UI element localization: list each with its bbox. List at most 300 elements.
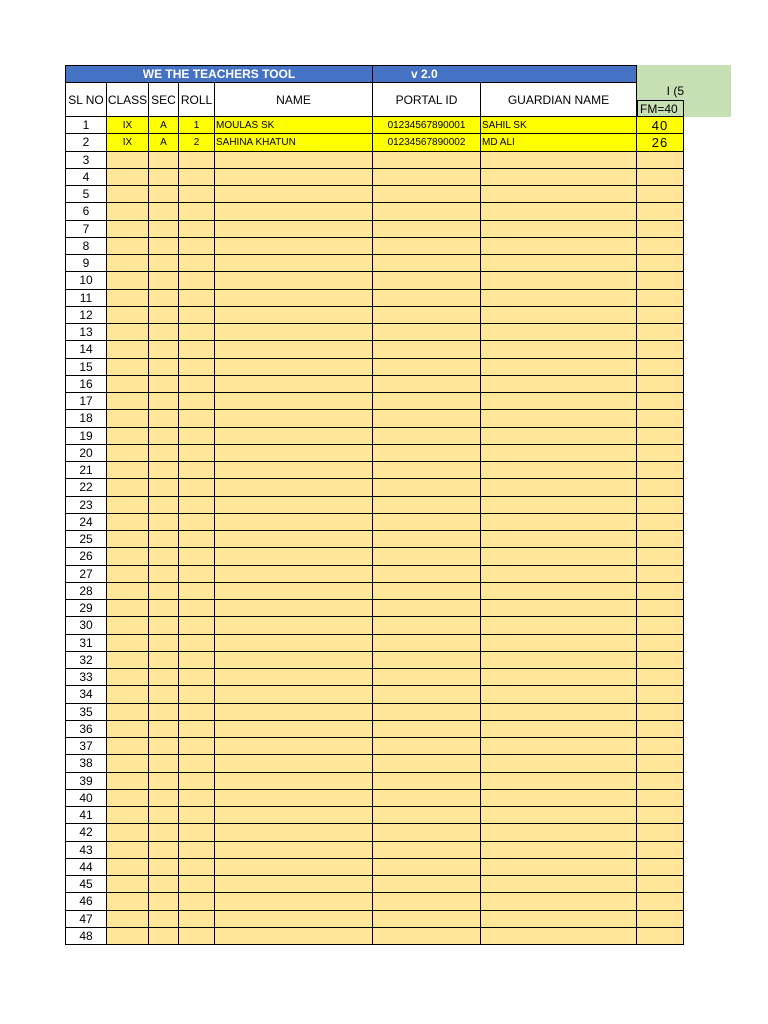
empty-class-cell[interactable]	[107, 203, 149, 220]
empty-roll-cell[interactable]	[179, 635, 215, 652]
empty-sl-no-cell[interactable]: 4	[65, 169, 107, 186]
empty-guardian-name-cell[interactable]	[481, 203, 637, 220]
empty-sl-no-cell[interactable]: 27	[65, 566, 107, 583]
empty-name-cell[interactable]	[215, 600, 373, 617]
empty-class-cell[interactable]	[107, 842, 149, 859]
empty-name-cell[interactable]	[215, 462, 373, 479]
empty-roll-cell[interactable]	[179, 152, 215, 169]
empty-sec-cell[interactable]	[149, 911, 179, 928]
empty-guardian-name-cell[interactable]	[481, 238, 637, 255]
empty-roll-cell[interactable]	[179, 428, 215, 445]
empty-class-cell[interactable]	[107, 807, 149, 824]
empty-portal-id-cell[interactable]	[373, 600, 481, 617]
empty-sl-no-cell[interactable]: 25	[65, 531, 107, 548]
empty-portal-id-cell[interactable]	[373, 203, 481, 220]
empty-portal-id-cell[interactable]	[373, 548, 481, 565]
empty-sec-cell[interactable]	[149, 238, 179, 255]
empty-portal-id-cell[interactable]	[373, 704, 481, 721]
empty-portal-id-cell[interactable]	[373, 790, 481, 807]
empty-sec-cell[interactable]	[149, 428, 179, 445]
empty-roll-cell[interactable]	[179, 341, 215, 358]
empty-guardian-name-cell[interactable]	[481, 255, 637, 272]
empty-sl-no-cell[interactable]: 28	[65, 583, 107, 600]
empty-sl-no-cell[interactable]: 45	[65, 876, 107, 893]
empty-sl-no-cell[interactable]: 44	[65, 859, 107, 876]
empty-portal-id-cell[interactable]	[373, 221, 481, 238]
empty-class-cell[interactable]	[107, 290, 149, 307]
student-sl-no-cell[interactable]: 1	[65, 117, 107, 134]
empty-class-cell[interactable]	[107, 790, 149, 807]
empty-guardian-name-cell[interactable]	[481, 686, 637, 703]
empty-marks-cell[interactable]	[637, 324, 684, 341]
empty-guardian-name-cell[interactable]	[481, 893, 637, 910]
empty-portal-id-cell[interactable]	[373, 755, 481, 772]
empty-sl-no-cell[interactable]: 19	[65, 428, 107, 445]
header-class[interactable]: CLASS	[107, 83, 149, 117]
empty-guardian-name-cell[interactable]	[481, 773, 637, 790]
student-portal-id-cell[interactable]: 01234567890002	[373, 134, 481, 151]
empty-portal-id-cell[interactable]	[373, 566, 481, 583]
empty-sec-cell[interactable]	[149, 635, 179, 652]
empty-marks-cell[interactable]	[637, 203, 684, 220]
empty-class-cell[interactable]	[107, 721, 149, 738]
empty-marks-cell[interactable]	[637, 755, 684, 772]
empty-guardian-name-cell[interactable]	[481, 307, 637, 324]
empty-sl-no-cell[interactable]: 5	[65, 186, 107, 203]
empty-guardian-name-cell[interactable]	[481, 617, 637, 634]
empty-sl-no-cell[interactable]: 7	[65, 221, 107, 238]
empty-marks-cell[interactable]	[637, 669, 684, 686]
empty-guardian-name-cell[interactable]	[481, 324, 637, 341]
empty-roll-cell[interactable]	[179, 479, 215, 496]
empty-sec-cell[interactable]	[149, 824, 179, 841]
header-roll[interactable]: ROLL	[179, 83, 215, 117]
empty-roll-cell[interactable]	[179, 410, 215, 427]
empty-guardian-name-cell[interactable]	[481, 445, 637, 462]
empty-class-cell[interactable]	[107, 583, 149, 600]
empty-class-cell[interactable]	[107, 566, 149, 583]
empty-portal-id-cell[interactable]	[373, 824, 481, 841]
empty-roll-cell[interactable]	[179, 600, 215, 617]
empty-marks-cell[interactable]	[637, 410, 684, 427]
empty-class-cell[interactable]	[107, 755, 149, 772]
empty-sl-no-cell[interactable]: 38	[65, 755, 107, 772]
empty-sl-no-cell[interactable]: 33	[65, 669, 107, 686]
empty-guardian-name-cell[interactable]	[481, 462, 637, 479]
student-class-cell[interactable]: IX	[107, 117, 149, 134]
empty-portal-id-cell[interactable]	[373, 876, 481, 893]
version-label[interactable]: v 2.0	[373, 65, 637, 83]
empty-sl-no-cell[interactable]: 36	[65, 721, 107, 738]
empty-roll-cell[interactable]	[179, 290, 215, 307]
empty-marks-cell[interactable]	[637, 531, 684, 548]
empty-class-cell[interactable]	[107, 669, 149, 686]
empty-marks-cell[interactable]	[637, 807, 684, 824]
empty-roll-cell[interactable]	[179, 738, 215, 755]
empty-sec-cell[interactable]	[149, 169, 179, 186]
empty-sl-no-cell[interactable]: 21	[65, 462, 107, 479]
empty-marks-cell[interactable]	[637, 583, 684, 600]
full-marks-cell[interactable]	[637, 100, 684, 117]
empty-portal-id-cell[interactable]	[373, 928, 481, 945]
empty-portal-id-cell[interactable]	[373, 635, 481, 652]
empty-class-cell[interactable]	[107, 307, 149, 324]
empty-roll-cell[interactable]	[179, 272, 215, 289]
empty-portal-id-cell[interactable]	[373, 669, 481, 686]
empty-class-cell[interactable]	[107, 911, 149, 928]
empty-class-cell[interactable]	[107, 738, 149, 755]
empty-name-cell[interactable]	[215, 359, 373, 376]
empty-sec-cell[interactable]	[149, 221, 179, 238]
empty-name-cell[interactable]	[215, 807, 373, 824]
empty-roll-cell[interactable]	[179, 462, 215, 479]
empty-portal-id-cell[interactable]	[373, 393, 481, 410]
exam-header[interactable]: I (5	[666, 84, 684, 98]
empty-guardian-name-cell[interactable]	[481, 669, 637, 686]
empty-roll-cell[interactable]	[179, 376, 215, 393]
empty-sec-cell[interactable]	[149, 186, 179, 203]
empty-marks-cell[interactable]	[637, 462, 684, 479]
empty-class-cell[interactable]	[107, 393, 149, 410]
empty-roll-cell[interactable]	[179, 255, 215, 272]
empty-sec-cell[interactable]	[149, 359, 179, 376]
empty-roll-cell[interactable]	[179, 859, 215, 876]
empty-class-cell[interactable]	[107, 514, 149, 531]
empty-name-cell[interactable]	[215, 755, 373, 772]
empty-sec-cell[interactable]	[149, 272, 179, 289]
empty-marks-cell[interactable]	[637, 445, 684, 462]
student-guardian-name-cell[interactable]: SAHIL SK	[481, 117, 637, 134]
empty-portal-id-cell[interactable]	[373, 341, 481, 358]
empty-name-cell[interactable]	[215, 186, 373, 203]
empty-sl-no-cell[interactable]: 23	[65, 497, 107, 514]
empty-name-cell[interactable]	[215, 928, 373, 945]
empty-roll-cell[interactable]	[179, 531, 215, 548]
empty-name-cell[interactable]	[215, 531, 373, 548]
header-name[interactable]: NAME	[215, 83, 373, 117]
empty-name-cell[interactable]	[215, 152, 373, 169]
empty-portal-id-cell[interactable]	[373, 324, 481, 341]
empty-sec-cell[interactable]	[149, 497, 179, 514]
empty-portal-id-cell[interactable]	[373, 721, 481, 738]
empty-sl-no-cell[interactable]: 30	[65, 617, 107, 634]
sheet-title[interactable]: WE THE TEACHERS TOOL	[65, 65, 373, 83]
empty-name-cell[interactable]	[215, 773, 373, 790]
empty-roll-cell[interactable]	[179, 583, 215, 600]
empty-class-cell[interactable]	[107, 221, 149, 238]
empty-sl-no-cell[interactable]: 9	[65, 255, 107, 272]
empty-guardian-name-cell[interactable]	[481, 859, 637, 876]
empty-marks-cell[interactable]	[637, 497, 684, 514]
empty-guardian-name-cell[interactable]	[481, 186, 637, 203]
empty-marks-cell[interactable]	[637, 600, 684, 617]
empty-sec-cell[interactable]	[149, 583, 179, 600]
student-name-cell[interactable]: MOULAS SK	[215, 117, 373, 134]
empty-marks-cell[interactable]	[637, 893, 684, 910]
empty-marks-cell[interactable]	[637, 566, 684, 583]
empty-sl-no-cell[interactable]: 13	[65, 324, 107, 341]
empty-marks-cell[interactable]	[637, 911, 684, 928]
empty-portal-id-cell[interactable]	[373, 376, 481, 393]
empty-guardian-name-cell[interactable]	[481, 272, 637, 289]
empty-sec-cell[interactable]	[149, 255, 179, 272]
empty-sl-no-cell[interactable]: 34	[65, 686, 107, 703]
empty-marks-cell[interactable]	[637, 341, 684, 358]
header-portal-id[interactable]: PORTAL ID	[373, 83, 481, 117]
empty-roll-cell[interactable]	[179, 755, 215, 772]
empty-sec-cell[interactable]	[149, 376, 179, 393]
empty-guardian-name-cell[interactable]	[481, 359, 637, 376]
empty-class-cell[interactable]	[107, 255, 149, 272]
empty-marks-cell[interactable]	[637, 824, 684, 841]
empty-sec-cell[interactable]	[149, 755, 179, 772]
empty-marks-cell[interactable]	[637, 307, 684, 324]
empty-marks-cell[interactable]	[637, 617, 684, 634]
student-portal-id-cell[interactable]: 01234567890001	[373, 117, 481, 134]
student-class-cell[interactable]: IX	[107, 134, 149, 151]
empty-guardian-name-cell[interactable]	[481, 721, 637, 738]
empty-name-cell[interactable]	[215, 842, 373, 859]
empty-sl-no-cell[interactable]: 17	[65, 393, 107, 410]
empty-class-cell[interactable]	[107, 893, 149, 910]
empty-sec-cell[interactable]	[149, 790, 179, 807]
empty-sec-cell[interactable]	[149, 721, 179, 738]
empty-portal-id-cell[interactable]	[373, 617, 481, 634]
student-marks-cell[interactable]: 26	[637, 134, 684, 151]
empty-name-cell[interactable]	[215, 893, 373, 910]
empty-class-cell[interactable]	[107, 635, 149, 652]
empty-portal-id-cell[interactable]	[373, 514, 481, 531]
empty-sec-cell[interactable]	[149, 152, 179, 169]
empty-name-cell[interactable]	[215, 376, 373, 393]
empty-roll-cell[interactable]	[179, 807, 215, 824]
empty-portal-id-cell[interactable]	[373, 428, 481, 445]
empty-name-cell[interactable]	[215, 704, 373, 721]
empty-marks-cell[interactable]	[637, 290, 684, 307]
empty-sec-cell[interactable]	[149, 686, 179, 703]
empty-roll-cell[interactable]	[179, 824, 215, 841]
empty-name-cell[interactable]	[215, 790, 373, 807]
empty-sec-cell[interactable]	[149, 617, 179, 634]
empty-guardian-name-cell[interactable]	[481, 152, 637, 169]
empty-portal-id-cell[interactable]	[373, 807, 481, 824]
empty-class-cell[interactable]	[107, 462, 149, 479]
empty-class-cell[interactable]	[107, 773, 149, 790]
empty-sec-cell[interactable]	[149, 531, 179, 548]
empty-guardian-name-cell[interactable]	[481, 911, 637, 928]
empty-portal-id-cell[interactable]	[373, 911, 481, 928]
empty-roll-cell[interactable]	[179, 445, 215, 462]
empty-sl-no-cell[interactable]: 24	[65, 514, 107, 531]
empty-name-cell[interactable]	[215, 393, 373, 410]
empty-name-cell[interactable]	[215, 238, 373, 255]
empty-portal-id-cell[interactable]	[373, 893, 481, 910]
empty-sec-cell[interactable]	[149, 548, 179, 565]
empty-guardian-name-cell[interactable]	[481, 169, 637, 186]
empty-guardian-name-cell[interactable]	[481, 566, 637, 583]
empty-class-cell[interactable]	[107, 238, 149, 255]
empty-name-cell[interactable]	[215, 635, 373, 652]
empty-guardian-name-cell[interactable]	[481, 842, 637, 859]
empty-sl-no-cell[interactable]: 31	[65, 635, 107, 652]
empty-marks-cell[interactable]	[637, 721, 684, 738]
empty-name-cell[interactable]	[215, 876, 373, 893]
empty-sec-cell[interactable]	[149, 410, 179, 427]
empty-portal-id-cell[interactable]	[373, 272, 481, 289]
empty-portal-id-cell[interactable]	[373, 152, 481, 169]
empty-name-cell[interactable]	[215, 169, 373, 186]
empty-class-cell[interactable]	[107, 928, 149, 945]
empty-sl-no-cell[interactable]: 8	[65, 238, 107, 255]
header-sec[interactable]: SEC	[149, 83, 179, 117]
empty-roll-cell[interactable]	[179, 186, 215, 203]
empty-guardian-name-cell[interactable]	[481, 704, 637, 721]
empty-name-cell[interactable]	[215, 255, 373, 272]
empty-guardian-name-cell[interactable]	[481, 376, 637, 393]
empty-class-cell[interactable]	[107, 445, 149, 462]
empty-marks-cell[interactable]	[637, 255, 684, 272]
empty-name-cell[interactable]	[215, 738, 373, 755]
empty-roll-cell[interactable]	[179, 393, 215, 410]
empty-sec-cell[interactable]	[149, 773, 179, 790]
empty-sec-cell[interactable]	[149, 652, 179, 669]
empty-sl-no-cell[interactable]: 43	[65, 842, 107, 859]
empty-marks-cell[interactable]	[637, 221, 684, 238]
empty-name-cell[interactable]	[215, 497, 373, 514]
empty-portal-id-cell[interactable]	[373, 410, 481, 427]
student-sl-no-cell[interactable]: 2	[65, 134, 107, 151]
empty-portal-id-cell[interactable]	[373, 307, 481, 324]
empty-roll-cell[interactable]	[179, 238, 215, 255]
empty-name-cell[interactable]	[215, 911, 373, 928]
empty-portal-id-cell[interactable]	[373, 842, 481, 859]
empty-guardian-name-cell[interactable]	[481, 479, 637, 496]
empty-roll-cell[interactable]	[179, 203, 215, 220]
empty-roll-cell[interactable]	[179, 169, 215, 186]
empty-roll-cell[interactable]	[179, 876, 215, 893]
empty-roll-cell[interactable]	[179, 893, 215, 910]
empty-class-cell[interactable]	[107, 600, 149, 617]
empty-sec-cell[interactable]	[149, 393, 179, 410]
empty-sl-no-cell[interactable]: 37	[65, 738, 107, 755]
empty-sl-no-cell[interactable]: 29	[65, 600, 107, 617]
empty-name-cell[interactable]	[215, 859, 373, 876]
empty-sec-cell[interactable]	[149, 445, 179, 462]
empty-class-cell[interactable]	[107, 428, 149, 445]
empty-roll-cell[interactable]	[179, 652, 215, 669]
header-guardian-name[interactable]: GUARDIAN NAME	[481, 83, 637, 117]
empty-class-cell[interactable]	[107, 359, 149, 376]
empty-sl-no-cell[interactable]: 10	[65, 272, 107, 289]
empty-sec-cell[interactable]	[149, 203, 179, 220]
empty-class-cell[interactable]	[107, 652, 149, 669]
empty-name-cell[interactable]	[215, 617, 373, 634]
empty-portal-id-cell[interactable]	[373, 359, 481, 376]
empty-sec-cell[interactable]	[149, 928, 179, 945]
empty-roll-cell[interactable]	[179, 704, 215, 721]
empty-guardian-name-cell[interactable]	[481, 824, 637, 841]
empty-name-cell[interactable]	[215, 272, 373, 289]
empty-class-cell[interactable]	[107, 531, 149, 548]
empty-sl-no-cell[interactable]: 12	[65, 307, 107, 324]
empty-marks-cell[interactable]	[637, 359, 684, 376]
empty-name-cell[interactable]	[215, 445, 373, 462]
empty-name-cell[interactable]	[215, 221, 373, 238]
empty-name-cell[interactable]	[215, 686, 373, 703]
empty-sec-cell[interactable]	[149, 307, 179, 324]
empty-marks-cell[interactable]	[637, 704, 684, 721]
empty-portal-id-cell[interactable]	[373, 652, 481, 669]
empty-guardian-name-cell[interactable]	[481, 548, 637, 565]
empty-portal-id-cell[interactable]	[373, 479, 481, 496]
empty-sec-cell[interactable]	[149, 514, 179, 531]
empty-class-cell[interactable]	[107, 704, 149, 721]
empty-guardian-name-cell[interactable]	[481, 514, 637, 531]
empty-sl-no-cell[interactable]: 32	[65, 652, 107, 669]
empty-guardian-name-cell[interactable]	[481, 755, 637, 772]
empty-roll-cell[interactable]	[179, 548, 215, 565]
empty-marks-cell[interactable]	[637, 376, 684, 393]
empty-sec-cell[interactable]	[149, 479, 179, 496]
empty-roll-cell[interactable]	[179, 221, 215, 238]
empty-marks-cell[interactable]	[637, 152, 684, 169]
empty-name-cell[interactable]	[215, 566, 373, 583]
student-roll-cell[interactable]: 2	[179, 134, 215, 151]
empty-name-cell[interactable]	[215, 514, 373, 531]
empty-class-cell[interactable]	[107, 479, 149, 496]
header-sl-no[interactable]: SL NO	[65, 83, 107, 117]
empty-sl-no-cell[interactable]: 41	[65, 807, 107, 824]
empty-sec-cell[interactable]	[149, 290, 179, 307]
empty-portal-id-cell[interactable]	[373, 255, 481, 272]
empty-sl-no-cell[interactable]: 18	[65, 410, 107, 427]
empty-sl-no-cell[interactable]: 22	[65, 479, 107, 496]
empty-class-cell[interactable]	[107, 341, 149, 358]
empty-sec-cell[interactable]	[149, 341, 179, 358]
student-roll-cell[interactable]: 1	[179, 117, 215, 134]
empty-portal-id-cell[interactable]	[373, 738, 481, 755]
empty-marks-cell[interactable]	[637, 773, 684, 790]
empty-sl-no-cell[interactable]: 15	[65, 359, 107, 376]
empty-roll-cell[interactable]	[179, 669, 215, 686]
empty-name-cell[interactable]	[215, 652, 373, 669]
empty-sec-cell[interactable]	[149, 893, 179, 910]
empty-class-cell[interactable]	[107, 272, 149, 289]
empty-sl-no-cell[interactable]: 11	[65, 290, 107, 307]
empty-marks-cell[interactable]	[637, 738, 684, 755]
empty-portal-id-cell[interactable]	[373, 859, 481, 876]
empty-sl-no-cell[interactable]: 42	[65, 824, 107, 841]
empty-sec-cell[interactable]	[149, 859, 179, 876]
empty-class-cell[interactable]	[107, 324, 149, 341]
empty-marks-cell[interactable]	[637, 548, 684, 565]
student-sec-cell[interactable]: A	[149, 117, 179, 134]
empty-sec-cell[interactable]	[149, 669, 179, 686]
empty-guardian-name-cell[interactable]	[481, 738, 637, 755]
empty-marks-cell[interactable]	[637, 428, 684, 445]
student-sec-cell[interactable]: A	[149, 134, 179, 151]
student-guardian-name-cell[interactable]: MD ALI	[481, 134, 637, 151]
empty-name-cell[interactable]	[215, 824, 373, 841]
empty-roll-cell[interactable]	[179, 911, 215, 928]
empty-sec-cell[interactable]	[149, 324, 179, 341]
empty-guardian-name-cell[interactable]	[481, 393, 637, 410]
empty-portal-id-cell[interactable]	[373, 238, 481, 255]
empty-guardian-name-cell[interactable]	[481, 635, 637, 652]
empty-name-cell[interactable]	[215, 583, 373, 600]
empty-guardian-name-cell[interactable]	[481, 410, 637, 427]
empty-sec-cell[interactable]	[149, 600, 179, 617]
